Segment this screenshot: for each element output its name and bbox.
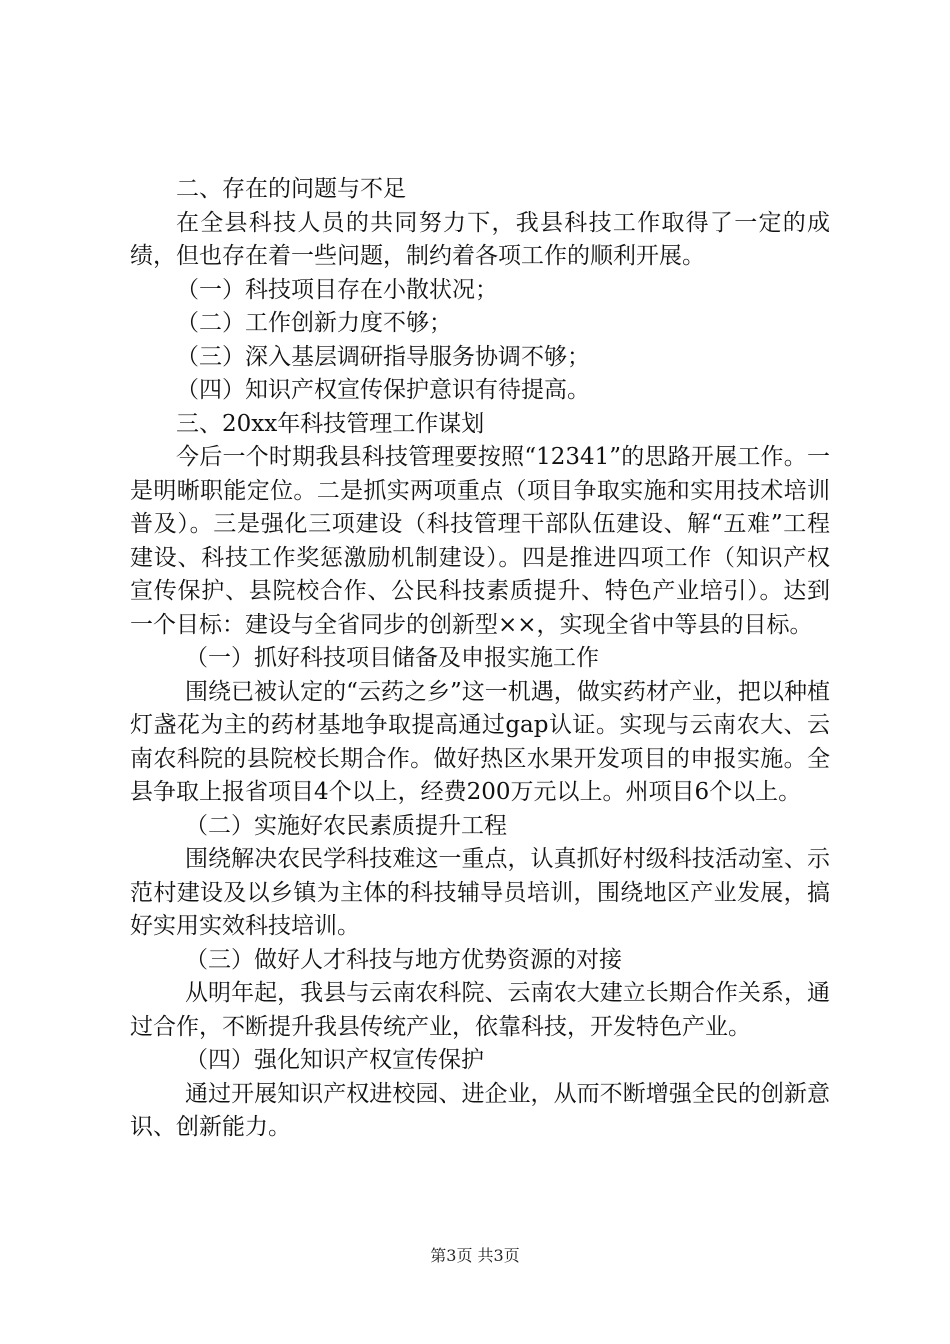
subheading-talent: （三）做好人才科技与地方优势资源的对接: [185, 946, 622, 973]
paragraph-farmer: 围绕解决农民学科技难这一重点，认真抓好村级科技活动室、示范村建设及以乡镇为主体的科技辅导员培训，围绕地区产业发展，搞好实用实效科技培训。: [130, 846, 830, 939]
subheading-ip: （四）强化知识产权宣传保护: [185, 1047, 484, 1073]
page-footer: 第3页 共3页: [430, 1246, 520, 1265]
document-body: [130, 173, 830, 1145]
problem-item-3: （三）深入基层调研指导服务协调不够；: [176, 343, 590, 370]
paragraph-talent: 从明年起，我县与云南农科院、云南农大建立长期合作关系，通过合作，不断提升我县传统产业，依靠科技，开发特色产业。: [130, 980, 830, 1040]
heading-problems: 二、存在的问题与不足: [176, 176, 406, 202]
paragraph-project: 围绕已被认定的“云药之乡”这一机遇，做实药材产业，把以种植灯盏花为主的药材基地争取提高通过gap认证。实现与云南农大、云南农科院的县院校长期合作。做好热区水果开发项目的申报实施。全县争取上报省项目4个以上，经费200万元以上。州项目6个以上。: [130, 678, 830, 805]
paragraph-ip: 通过开展知识产权进校园、进企业，从而不断增强全民的创新意识、创新能力。: [130, 1080, 830, 1140]
paragraph-problems-intro: 在全县科技人员的共同努力下，我县科技工作取得了一定的成绩，但也存在着一些问题，制约着各项工作的顺利开展。: [130, 209, 830, 269]
subheading-farmer: （二）实施好农民素质提升工程: [185, 812, 507, 839]
problem-item-4: （四）知识产权宣传保护意识有待提高。: [176, 377, 590, 403]
paragraph-plan-intro: 今后一个时期我县科技管理要按照“12341”的思路开展工作。一是明晰职能定位。二是抓实两项重点（项目争取实施和实用技术培训普及）。三是强化三项建设（科技管理干部队伍建设、解“五难”工程建设、科技工作奖惩激励机制建设）。四是推进四项工作（知识产权宣传保护、县院校合作、公民科技素质提升、特色产业培引）。达到一个目标：建设与全省同步的创新型××，实现全省中等县的目标。: [130, 444, 830, 638]
problem-item-1: （一）科技项目存在小散状况；: [176, 276, 498, 303]
heading-plan: 三、20xx年科技管理工作谋划: [176, 410, 485, 437]
problem-item-2: （二）工作创新力度不够；: [176, 310, 452, 336]
subheading-project: （一）抓好科技项目储备及申报实施工作: [185, 645, 599, 671]
